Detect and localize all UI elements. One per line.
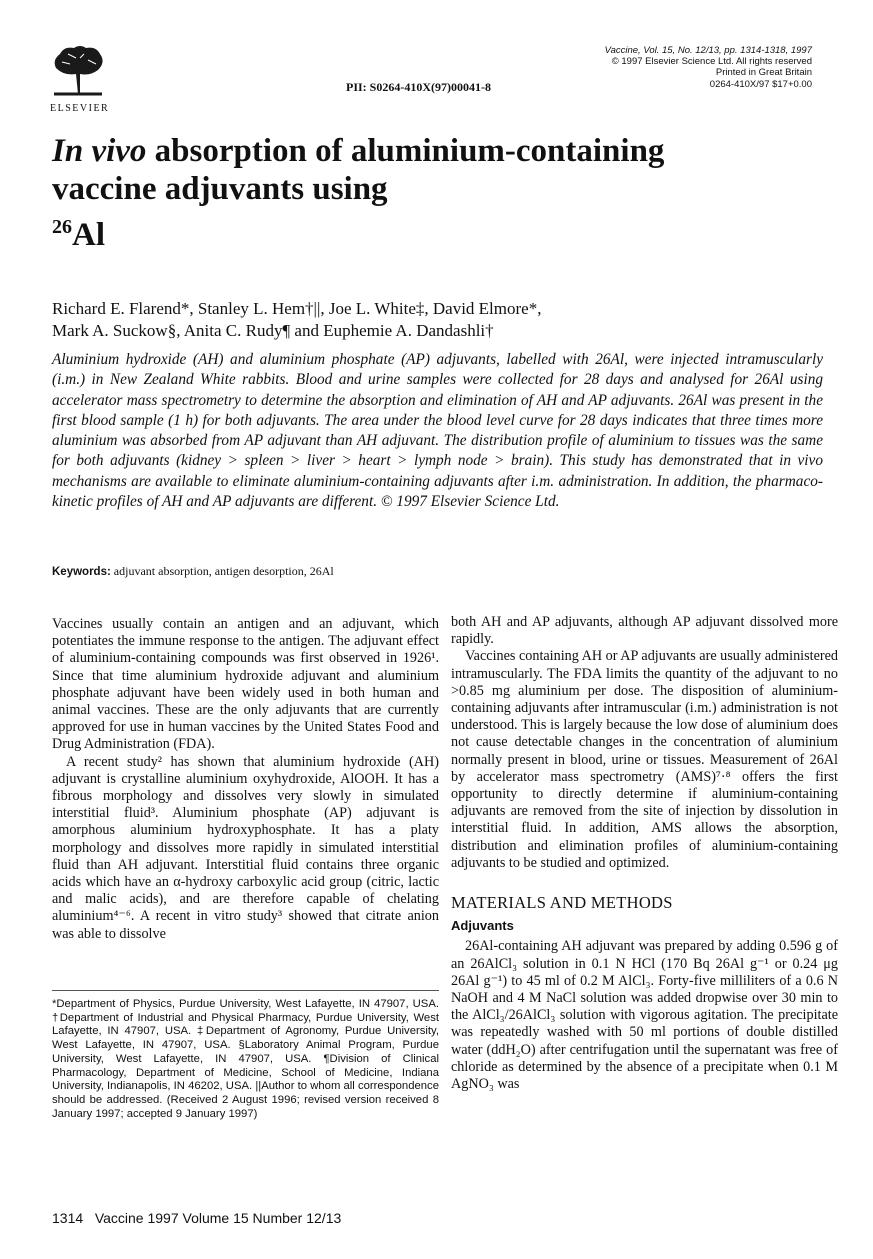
- copyright-line: © 1997 Elsevier Science Ltd. All rights reserved: [611, 56, 812, 68]
- page-footer: 1314 Vaccine 1997 Volume 15 Number 12/13: [52, 1210, 342, 1226]
- body-paragraph: Vaccines usually contain an antigen and an adjuvant, which potentiates the immune response to the antigen. The adjuvant effect of aluminium-containing compounds was first observed in 1926¹. Since that time aluminium hydroxide adjuvant and aluminium phosphate adjuvant have been widely used in both human and animal vaccines. These are the only adjuvants that are currently approved for use in human vaccines by the United States Food and Drug Administration (FDA).: [52, 616, 439, 753]
- journal-citation: [605, 45, 812, 90]
- article-title: [52, 132, 692, 254]
- title-main-part: absorption of aluminium-containing vaccine adjuvants using: [52, 133, 665, 207]
- keywords: [52, 564, 334, 579]
- author-line: Mark A. Suckow§, Anita C. Rudy¶ and Euphemie A. Dandashli†: [52, 321, 494, 340]
- body-paragraph: both AH and AP adjuvants, although AP adjuvant dissolved more rapidly.: [451, 614, 838, 648]
- elsevier-tree-icon: [50, 44, 106, 96]
- title-italic-part: In vivo: [52, 133, 147, 169]
- issn-price-line: 0264-410X/97 $17+0.00: [709, 78, 812, 90]
- journal-volume-line: Vaccine, Vol. 15, No. 12/13, pp. 1314-1318, 1997: [604, 45, 812, 56]
- body-paragraph: Vaccines containing AH or AP adjuvants are usually administered intramuscularly. The FDA limits the quantity of the adjuvant to no >0.85 mg aluminium per dose. The disposition of aluminium-containing adjuvants after intramuscular (i.m.) administration is not understood. This is largely because the low dose of aluminium does not cause detectable changes in the concentration of aluminium normally present in blood, urine or tissues. Measurement of 26Al by accelerator mass spectrometry (AMS)⁷·⁸ offers the first opportunity to directly determine if aluminium-containing adjuvants are removed from the site of injection by dissolution in interstitial fluid. In addition, AMS allows the absorption, distribution and elimination profiles of aluminium-containing adjuvants to be studied and optimized.: [451, 648, 838, 871]
- title-isotope: Al: [72, 217, 105, 253]
- abstract: Aluminium hydroxide (AH) and aluminium phosphate (AP) adjuvants, labelled with 26Al, were injected intramuscularly (i.m.) in New Zealand White rabbits. Blood and urine samples were collected for 28 days and analysed for 26Al using accelerator mass spectrometry to determine the absorption and elimination of AH and AP adjuvants. 26Al was present in the first blood sample (1 h) for both adjuvants. The area under the blood level curve for 28 days indicates that three times more aluminium was absorbed from AP adjuvant than AH adjuvant. The distribution profile of aluminium to tissues was the same for both adjuvants (kidney > spleen > liver > heart > lymph node > brain). This study has demonstrated that in vivo mechanisms are available to eliminate aluminium-containing adjuvants after i.m. administration. In addition, the pharmaco-kinetic profiles of AH and AP adjuvants are different. © 1997 Elsevier Science Ltd.: [52, 351, 823, 511]
- keywords-label: Keywords:: [52, 566, 111, 578]
- left-column: [52, 616, 439, 943]
- methods-paragraph: 26Al-containing AH adjuvant was prepared by adding 0.596 g of an 26AlCl₃ solution in 0.1 N HCl (170 Bq 26Al g⁻¹ or 0.24 μg 26Al g⁻¹) to 45 ml of 0.2 M AlCl₃. Forty-five milliliters of a 0.6 N NaOH and 4 M NaCl solution was added dropwise over 30 min to the AlCl₃/26AlCl₃ solution with vigorous agitation. The precipitate was repeatedly washed with 50 ml portions of double distilled water (ddH₂O) after centrifugation until the supernatant was free of chloride as determined by the absence of a precipitate when 0.1 M AgNO₃ was: [451, 938, 838, 1093]
- title-isotope-mass: 26: [52, 216, 72, 238]
- publisher-name: ELSEVIER: [50, 103, 110, 114]
- keywords-text: adjuvant absorption, antigen desorption, 26Al: [113, 564, 334, 578]
- right-column: [451, 614, 838, 1093]
- section-heading: MATERIALS AND METHODS: [451, 893, 673, 913]
- author-line: Richard E. Flarend*, Stanley L. Hem†||, Joe L. White‡, David Elmore*,: [52, 299, 542, 318]
- author-list: [52, 298, 832, 342]
- affiliation-footnote: *Department of Physics, Purdue University, West Lafayette, IN 47907, USA. †Department of Industrial and Physical Pharmacy, Purdue University, West Lafayette, IN 47907, USA. ‡Department of Agronomy, Purdue University, West Lafayette, IN 47907, USA. §Laboratory Animal Program, Purdue University, West Lafayette, IN 47907, USA. ¶Division of Clinical Pharmacology, Department of Medicine, School of Medicine, Indiana University, Indianapolis, IN 46202, USA. ||Author to whom all correspondence should be addressed. (Received 2 August 1996; revised version received 8 January 1997; accepted 9 January 1997): [52, 990, 439, 1121]
- body-paragraph: A recent study² has shown that aluminium hydroxide (AH) adjuvant is crystalline aluminium oxyhydroxide, AlOOH. It has a fibrous morphology and dissolves very slowly in simulated interstitial fluid³. Aluminium phosphate (AP) adjuvant is amorphous aluminium hydroxyphosphate. It has a platy morphology and dissolves more rapidly in simulated interstitial fluid than AH adjuvant. Interstitial fluid contains three organic acids which have an α-hydroxy carboxylic acid group (citric, lactic and malic acids), and are therefore capable of chelating aluminium⁴⁻⁶. A recent in vitro study³ showed that citrate anion was able to dissolve: [52, 753, 439, 942]
- subsection-heading: Adjuvants: [451, 918, 514, 934]
- elsevier-logo: [50, 44, 120, 114]
- printed-line: Printed in Great Britain: [715, 67, 812, 79]
- pii-code: PII: S0264-410X(97)00041-8: [346, 80, 491, 94]
